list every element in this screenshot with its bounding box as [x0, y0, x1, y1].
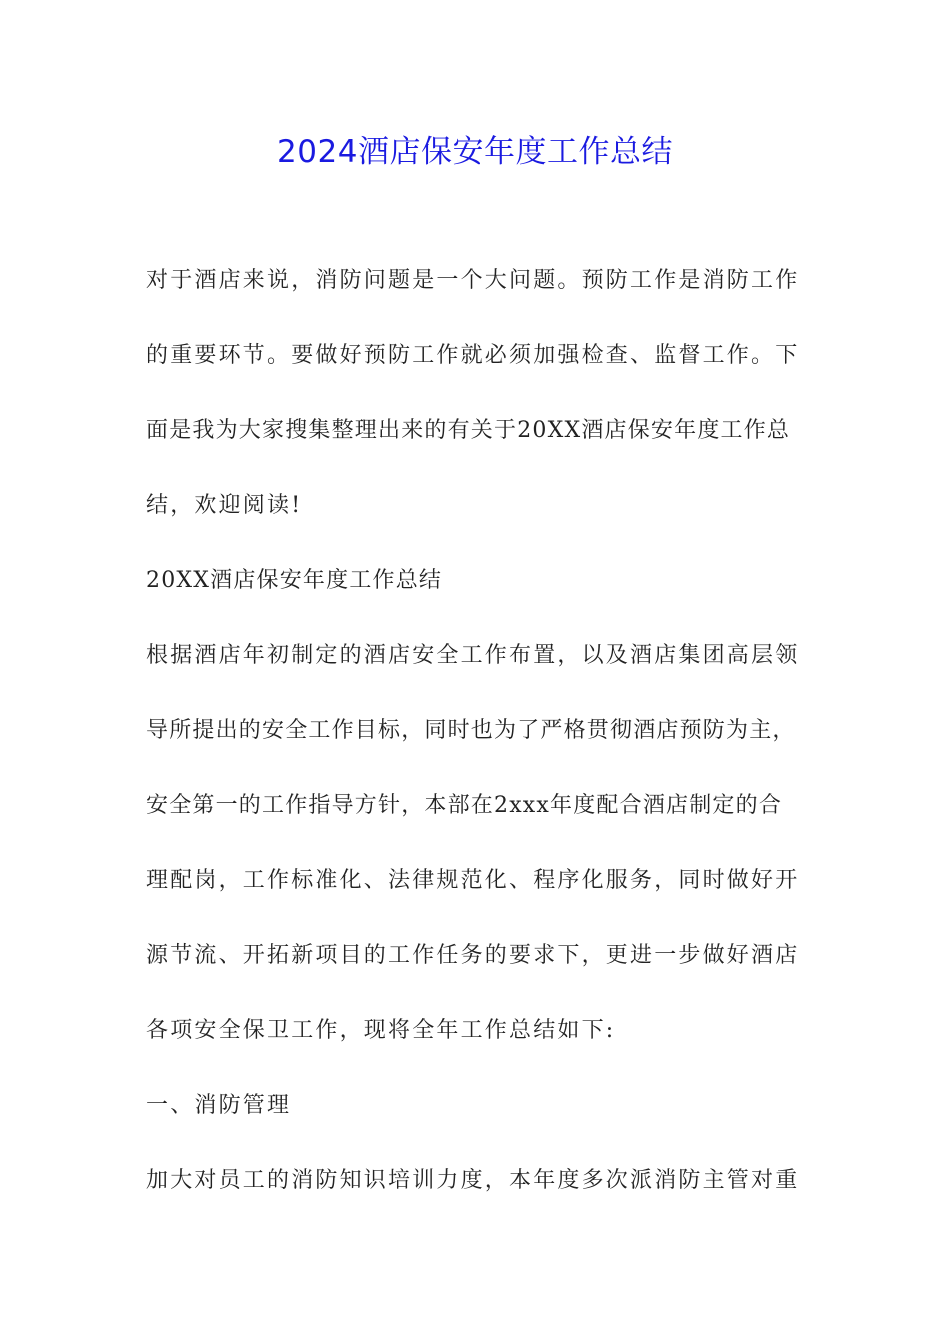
section-heading: 一、消防管理 [146, 1093, 292, 1118]
body-line: 的重要环节。要做好预防工作就必须加强检查、监督工作。下 [146, 343, 800, 368]
document-title: 2024酒店保安年度工作总结 [277, 134, 673, 170]
body-line: 源节流、开拓新项目的工作任务的要求下，更进一步做好酒店 [146, 943, 800, 968]
body-line: 导所提出的安全工作目标，同时也为了严格贯彻酒店预防为主， [146, 718, 796, 743]
body-line: 安全第一的工作指导方针，本部在2xxx年度配合酒店制定的合 [146, 793, 783, 818]
body-line: 加大对员工的消防知识培训力度，本年度多次派消防主管对重 [146, 1168, 800, 1193]
body-line: 理配岗，工作标准化、法律规范化、程序化服务，同时做好开 [146, 868, 800, 893]
body-line: 根据酒店年初制定的酒店安全工作布置，以及酒店集团高层领 [146, 643, 800, 668]
body-line: 各项安全保卫工作，现将全年工作总结如下: [146, 1018, 616, 1043]
body-line: 对于酒店来说，消防问题是一个大问题。预防工作是消防工作 [146, 268, 800, 293]
section-heading: 20XX酒店保安年度工作总结 [146, 568, 443, 593]
body-line: 面是我为大家搜集整理出来的有关于20XX酒店保安年度工作总 [146, 418, 791, 443]
document-body [146, 262, 826, 1237]
body-line: 结，欢迎阅读! [146, 493, 303, 518]
